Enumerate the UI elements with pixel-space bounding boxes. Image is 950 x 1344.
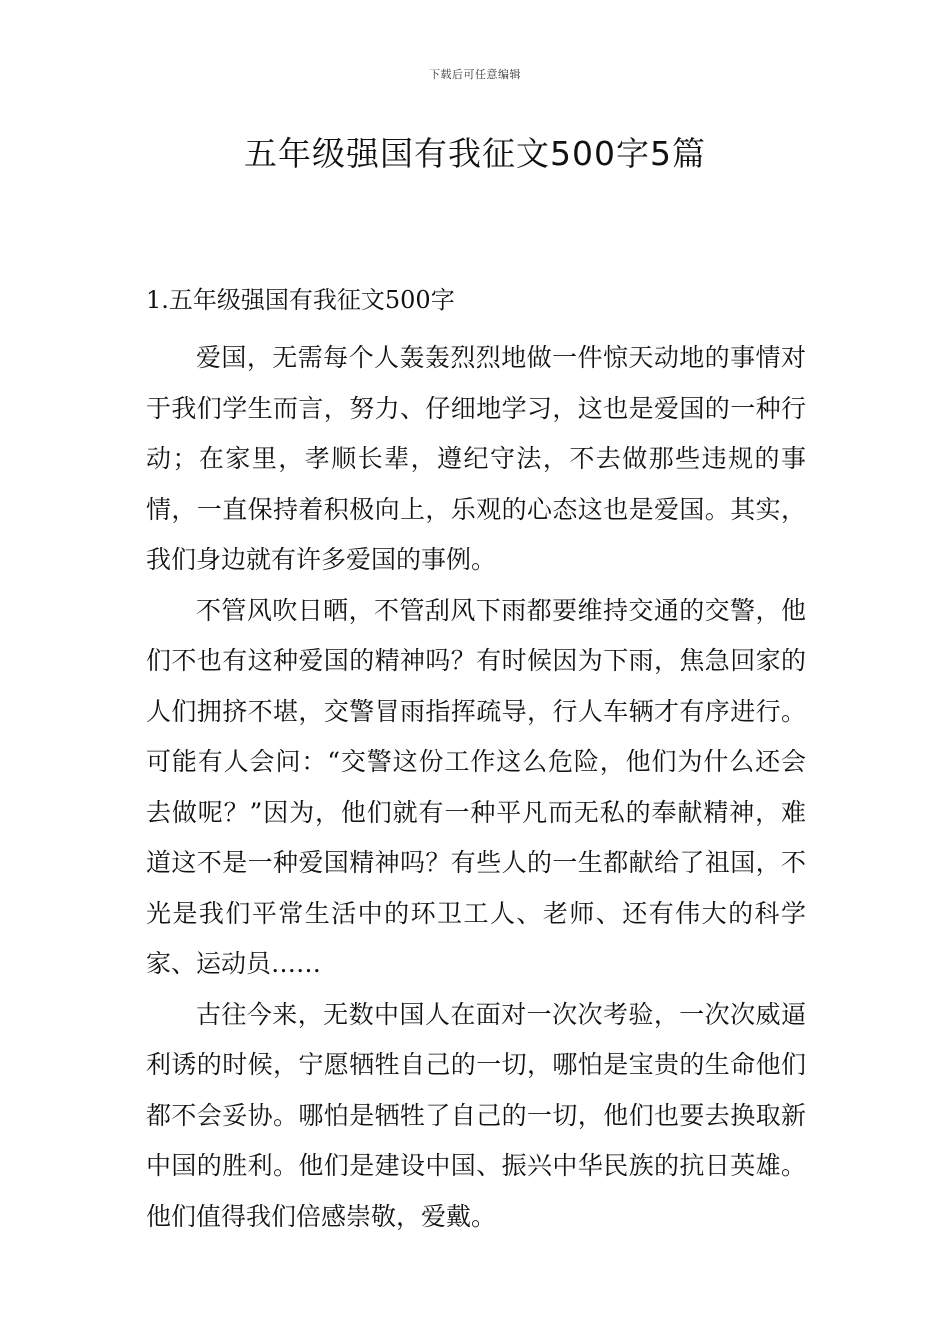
header-note: 下载后可任意编辑 [429, 68, 521, 81]
document-body [146, 283, 806, 1242]
section-heading: 1.五年级强国有我征文500字 [146, 286, 455, 314]
paragraph: 不管风吹日晒，不管刮风下雨都要维持交通的交警，他们不也有这种爱国的精神吗？有时候因为下雨，焦急回家的人们拥挤不堪，交警冒雨指挥疏导，行人车辆才有序进行。可能有人会问：“交警这份工作这么危险，他们为什么还会去做呢？”因为，他们就有一种平凡而无私的奉献精神，难道这不是一种爱国精神吗？有些人的一生都献给了祖国，不光是我们平常生活中的环卫工人、老师、还有伟大的科学家、运动员…… [146, 595, 806, 978]
paragraph: 爱国，无需每个人轰轰烈烈地做一件惊天动地的事情对于我们学生而言，努力、仔细地学习，这也是爱国的一种行动；在家里，孝顺长辈，遵纪守法，不去做那些违规的事情，一直保持着积极向上，乐观的心态这也是爱国。其实，我们身边就有许多爱国的事例。 [146, 343, 806, 574]
paragraph: 古往今来，无数中国人在面对一次次考验，一次次威逼利诱的时候，宁愿牺牲自己的一切，哪怕是宝贵的生命他们都不会妥协。哪怕是牺牲了自己的一切，他们也要去换取新中国的胜利。他们是建设中国、振兴中华民族的抗日英雄。他们值得我们倍感崇敬，爱戴。 [146, 999, 806, 1231]
document-title: 五年级强国有我征文500字5篇 [244, 134, 706, 173]
